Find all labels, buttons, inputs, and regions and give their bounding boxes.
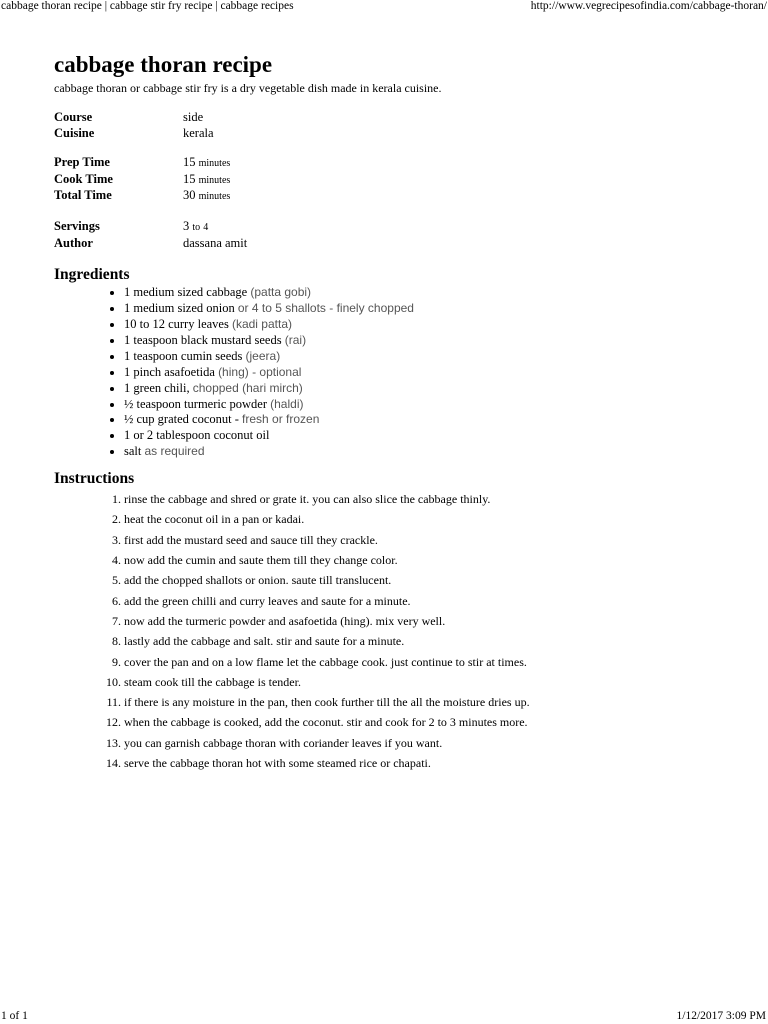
time-unit: minutes xyxy=(198,174,231,186)
ingredient-note: as required xyxy=(144,444,205,459)
ingredient-note: (hing) - optional xyxy=(218,364,302,379)
instruction-step: 6. add the green chilli and curry leaves and saute for a minute. xyxy=(124,591,734,611)
print-footer-page-count: 1 of 1 xyxy=(1,1010,28,1022)
ingredient-item xyxy=(124,365,734,381)
meta-value: dassana amit xyxy=(183,235,248,250)
instruction-step: 5. add the chopped shallots or onion. saute till translucent. xyxy=(124,570,734,590)
instruction-step: 9. cover the pan and on a low flame let the cabbage cook. just continue to stir at times. xyxy=(124,652,734,672)
meta-row-cook-time xyxy=(54,172,247,189)
instruction-step: 11. if there is any moisture in the pan, then cook further till the all the moisture dries up. xyxy=(124,692,734,712)
ingredient-text: 1 medium sized cabbage xyxy=(124,285,251,300)
meta-spacer xyxy=(54,205,247,219)
meta-label: Total Time xyxy=(54,188,112,203)
meta-row-servings xyxy=(54,219,247,236)
instruction-step: 7. now add the turmeric powder and asafoetida (hing). mix very well. xyxy=(124,611,734,631)
meta-value: side xyxy=(183,110,204,124)
meta-row-total-time xyxy=(54,188,247,205)
ingredient-note: (patta gobi) xyxy=(250,285,312,300)
ingredient-item xyxy=(124,349,734,365)
instruction-step: 1. rinse the cabbage and shred or grate it. you can also slice the cabbage thinly. xyxy=(124,489,734,509)
time-unit: minutes xyxy=(198,158,231,170)
ingredient-text: 1 pinch asafoetida xyxy=(124,364,219,379)
print-footer-datetime: 1/12/2017 3:09 PM xyxy=(676,1010,766,1022)
ingredient-item xyxy=(124,381,734,397)
instruction-step: 2. heat the coconut oil in a pan or kadai. xyxy=(124,509,734,529)
meta-label: Author xyxy=(54,235,93,250)
ingredients-heading: Ingredients xyxy=(54,266,130,284)
time-value: 15 xyxy=(183,155,196,170)
meta-label: Cuisine xyxy=(54,125,95,140)
ingredient-text: 1 teaspoon cumin seeds xyxy=(124,348,246,363)
meta-label: Course xyxy=(54,110,93,124)
time-unit: minutes xyxy=(198,191,231,203)
ingredient-item xyxy=(124,397,734,413)
recipe-description: cabbage thoran or cabbage stir fry is a dry vegetable dish made in kerala cuisine. xyxy=(54,81,442,95)
ingredient-text: 1 green chili, xyxy=(124,380,193,395)
servings-max: 4 xyxy=(203,221,209,233)
meta-value: kerala xyxy=(183,125,214,140)
ingredient-text: ½ cup grated coconut - xyxy=(124,412,243,427)
ingredient-item xyxy=(124,301,734,317)
meta-value xyxy=(183,155,247,172)
ingredient-text: 1 medium sized onion xyxy=(124,301,238,316)
ingredient-note: fresh or frozen xyxy=(242,412,320,427)
instruction-step: 10. steam cook till the cabbage is tender. xyxy=(124,672,734,692)
servings-to: to xyxy=(192,221,201,233)
ingredient-item xyxy=(124,285,734,301)
ingredient-note: chopped (hari mirch) xyxy=(192,380,303,395)
ingredient-text: 10 to 12 curry leaves xyxy=(124,316,232,331)
ingredient-text: 1 or 2 tablespoon coconut oil xyxy=(124,428,270,443)
ingredient-text: 1 teaspoon black mustard seeds xyxy=(124,332,285,347)
meta-row-prep-time xyxy=(54,155,247,172)
ingredient-note: (rai) xyxy=(284,332,307,347)
instructions-heading: Instructions xyxy=(54,470,135,488)
ingredient-note: (haldi) xyxy=(270,396,304,411)
instructions-list xyxy=(54,489,734,773)
ingredient-note: or 4 to 5 shallots - finely chopped xyxy=(237,301,414,316)
ingredient-note: (kadi patta) xyxy=(231,316,292,331)
servings-min: 3 xyxy=(183,218,190,233)
time-value: 30 xyxy=(183,188,196,203)
print-header-title: cabbage thoran recipe | cabbage stir fry recipe | cabbage recipes xyxy=(1,0,294,12)
instruction-step: 13. you can garnish cabbage thoran with coriander leaves if you want. xyxy=(124,733,734,753)
ingredient-item xyxy=(124,444,734,460)
print-header-url[interactable]: http://www.vegrecipesofindia.com/cabbage-thoran/ xyxy=(530,0,767,12)
instruction-step: 8. lastly add the cabbage and salt. stir and saute for a minute. xyxy=(124,631,734,651)
meta-value xyxy=(183,188,247,205)
ingredient-item xyxy=(124,412,734,428)
meta-label: Prep Time xyxy=(54,155,110,170)
meta-row-author xyxy=(54,236,247,252)
recipe-meta xyxy=(54,110,247,251)
meta-spacer xyxy=(54,141,247,155)
meta-row-cuisine xyxy=(54,126,247,142)
time-value: 15 xyxy=(183,171,196,186)
instruction-step: 3. first add the mustard seed and sauce till they crackle. xyxy=(124,530,734,550)
instruction-step: 4. now add the cumin and saute them till they change color. xyxy=(124,550,734,570)
instruction-step: 14. serve the cabbage thoran hot with some steamed rice or chapati. xyxy=(124,753,734,773)
meta-label: Cook Time xyxy=(54,171,113,186)
meta-row-course xyxy=(54,110,247,126)
instruction-step: 12. when the cabbage is cooked, add the coconut. stir and cook for 2 to 3 minutes more. xyxy=(124,712,734,732)
recipe-card xyxy=(54,50,734,773)
ingredients-list xyxy=(54,285,734,460)
meta-value xyxy=(183,219,247,236)
ingredient-item xyxy=(124,317,734,333)
meta-label: Servings xyxy=(54,218,100,233)
ingredient-text: ½ teaspoon turmeric powder xyxy=(124,396,271,411)
recipe-title: cabbage thoran recipe xyxy=(54,52,273,77)
ingredient-item xyxy=(124,333,734,349)
ingredient-item xyxy=(124,428,734,444)
meta-value xyxy=(183,172,247,189)
ingredient-text: salt xyxy=(124,444,145,459)
ingredient-note: (jeera) xyxy=(245,348,281,363)
